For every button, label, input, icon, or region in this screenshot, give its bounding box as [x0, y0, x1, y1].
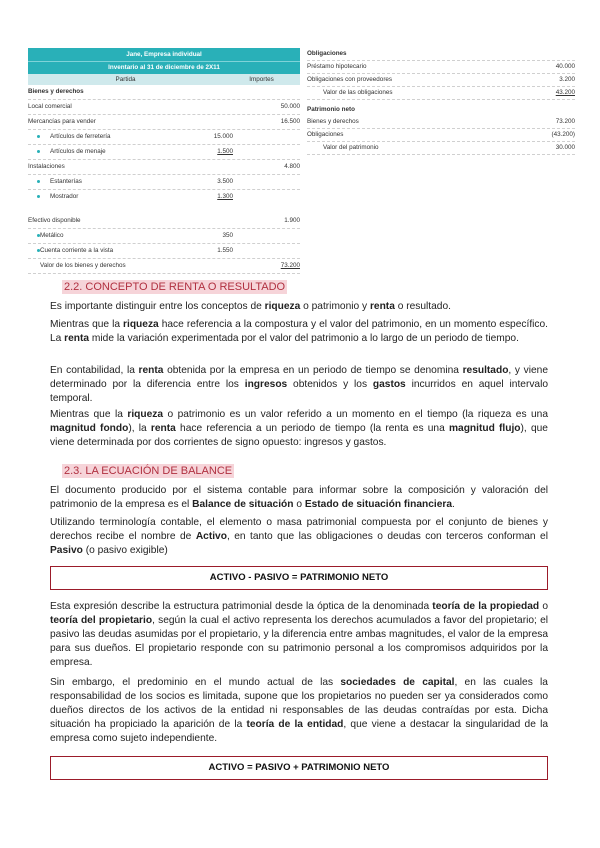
paragraph: En contabilidad, la renta obtenida por la empresa en un periodo de tiempo se denomina resultado, y viene determinado por la diferencia entre los ingresos obtenidos y los gastos incurridos en aquel intervalo temporal.	[50, 365, 549, 404]
table-row: Artículos de ferretería 15.000	[28, 130, 300, 145]
table-row: Mercancías para vender 16.500	[28, 115, 300, 130]
table-row: Efectivo disponible 1.900	[28, 214, 300, 229]
table-row: Local comercial 50.000	[28, 100, 300, 115]
bullet-icon	[37, 195, 40, 198]
table-row: Mostrador 1.300	[28, 190, 300, 204]
table-row: Préstamo hipotecario 40.000	[307, 61, 575, 74]
paragraph: Es importante distinguir entre los conceptos de riqueza o patrimonio y renta o resultado.	[50, 301, 451, 312]
equation-box-activo: ACTIVO = PASIVO + PATRIMONIO NETO	[50, 756, 548, 780]
equation-box-patrimonio: ACTIVO - PASIVO = PATRIMONIO NETO	[50, 566, 548, 590]
section-heading-ecuacion: 2.3. LA ECUACIÓN DE BALANCE	[64, 465, 233, 477]
inventory-header	[28, 48, 300, 74]
paragraph: Sin embargo, el predominio en el mundo actual de las sociedades de capital, en las cuales la responsabilidad de los socios es limitada, supone que los propietarios no pueden ser ya considerados como dueños directos de los activos de la entidad ni responsables de las deudas contraídas por esta. Dicha situación ha propiciado la aparición de la teoría de la entidad, que viene a destacar la singularidad de la empresa como sujeto independiente.	[50, 677, 548, 744]
table-row: Estanterías 3.500	[28, 175, 300, 190]
paragraph: Esta expresión describe la estructura patrimonial desde la óptica de la denominada teoría de la propiedad o teoría del propietario, según la cual el activo representa los derechos acumulados a favor del propietario; el pasivo las deudas asumidas por el propietario, y la diferencia entre ambas magnitudes, el valor de la empresa para sus dueños. El propietario responde con su patrimonio personal a los compromisos adquiridos por la empresa.	[50, 601, 549, 668]
table-row: Bienes y derechos 73.200	[307, 116, 575, 129]
inventory-title: Jane, Empresa individual	[126, 51, 202, 58]
bullet-icon	[37, 150, 40, 153]
inventory-column-header	[28, 74, 300, 85]
table-row: Obligaciones con proveedores 3.200	[307, 74, 575, 87]
section-bienes: Bienes y derechos	[28, 85, 300, 100]
inventory-subtitle: Inventario al 31 de diciembre de 2X11	[28, 61, 300, 74]
paragraph: Utilizando terminología contable, el elemento o masa patrimonial compuesta por el conjunto de bienes y derechos recibe el nombre de Activo, en tanto que las obligaciones o deudas con terceros conforman el Pasivo (o pasivo exigible)	[50, 517, 548, 556]
bullet-icon	[37, 135, 40, 138]
table-row: Artículos de menaje 1.500	[28, 145, 300, 160]
table-row: Valor del patrimonio 30.000	[307, 142, 575, 155]
section-heading-renta: 2.2. CONCEPTO DE RENTA O RESULTADO	[64, 281, 286, 293]
table-row: Cuenta corriente a la vista 1.550	[28, 244, 300, 259]
paragraph: Mientras que la riqueza o patrimonio es un valor referido a un momento en el tiempo (la riqueza es una magnitud fondo), la renta hace referencia a un periodo de tiempo (la renta es una magnitud flujo), que viene determinada por dos corrientes de signo opuesto: ingresos y gastos.	[50, 409, 549, 448]
table-row: Obligaciones (43.200)	[307, 129, 575, 142]
paragraph: Mientras que la riqueza hace referencia a la compostura y el valor del patrimonio, en un momento específico. La renta mide la variación experimentada por el valor del patrimonio a lo largo de un periodo de tiempo.	[50, 319, 548, 344]
table-row: Valor de los bienes y derechos 73.200	[28, 259, 300, 274]
column-importes: Importes	[249, 76, 274, 83]
paragraph: El documento producido por el sistema contable para informar sobre la composición y valoración del patrimonio de la empresa es el Balance de situación o Estado de situación financiera.	[50, 485, 548, 510]
table-row: Valor de las obligaciones 43.200	[307, 87, 575, 100]
table-row: Metálico 350	[28, 229, 300, 244]
table-row: Instalaciones 4.800	[28, 160, 300, 175]
column-partida: Partida	[115, 76, 136, 83]
inventory-table	[28, 48, 300, 274]
obligations-table	[307, 48, 575, 155]
bullet-icon	[37, 180, 40, 183]
section-patrimonio: Patrimonio neto	[307, 106, 355, 113]
section-obligaciones: Obligaciones	[307, 48, 575, 61]
